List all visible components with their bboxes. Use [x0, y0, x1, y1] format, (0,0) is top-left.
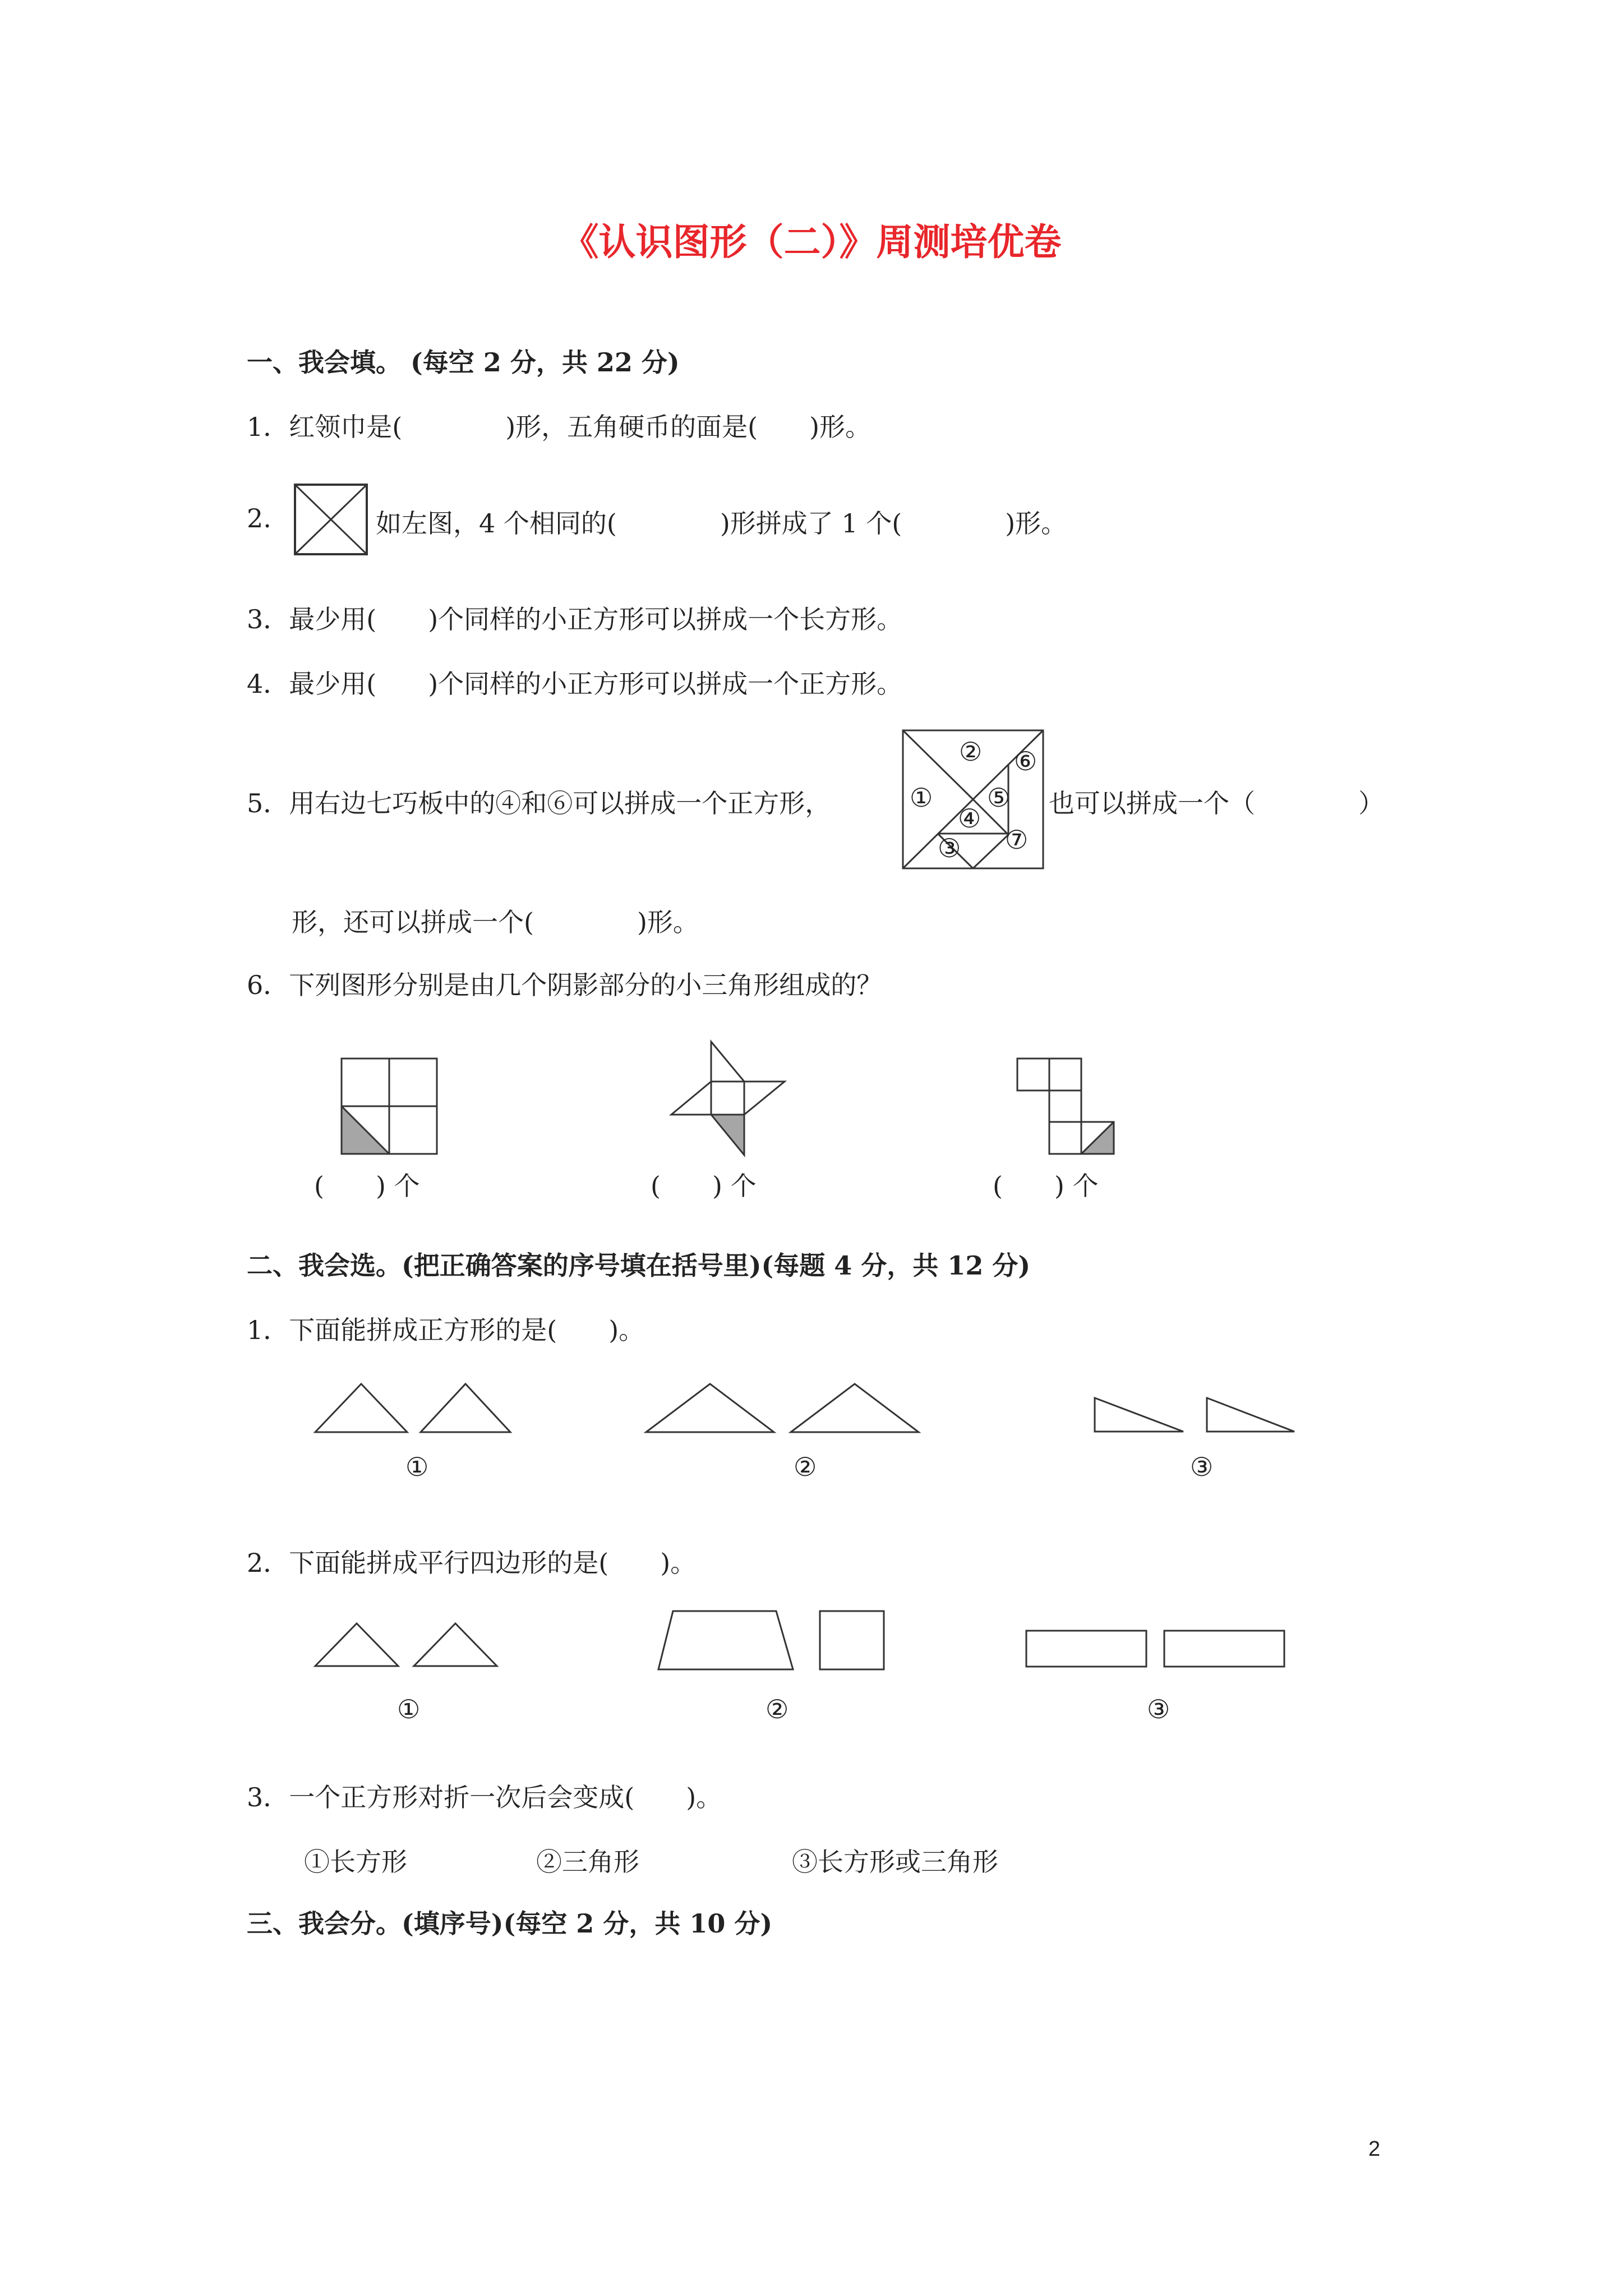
- tangram-label-7: ⑦: [1005, 825, 1029, 855]
- q2-1-option-3-figure: [1094, 1397, 1307, 1434]
- q2-2-option-3-label: ③: [1147, 1694, 1170, 1724]
- page-number: 2: [1368, 2137, 1381, 2161]
- q2-3-option-1: ①长方形: [304, 1847, 407, 1877]
- question-2-1: 1．下面能拼成正方形的是( )。: [247, 1315, 645, 1345]
- q2-1-option-1-label: ①: [405, 1452, 429, 1482]
- q2-3-option-2: ②三角形: [536, 1847, 639, 1877]
- question-1-6: 6．下列图形分别是由几个阴影部分的小三角形组成的？: [247, 970, 883, 1000]
- tangram-label-2: ②: [959, 737, 983, 767]
- grid-shape-figure-1: [340, 1057, 438, 1155]
- q2-2-option-3-figure: [1025, 1630, 1289, 1669]
- q2-2-option-1-label: ①: [397, 1694, 421, 1724]
- tangram-label-3: ③: [938, 833, 961, 863]
- q6-answer-2: ( ) 个: [651, 1171, 757, 1201]
- question-1-5-continued: 形，还可以拼成一个( )形。: [292, 907, 699, 937]
- question-1-4: 4．最少用( )个同样的小正方形可以拼成一个正方形。: [247, 669, 903, 699]
- pinwheel-figure: [670, 1041, 786, 1156]
- q2-1-option-1-figure: [314, 1383, 516, 1434]
- q2-2-option-2-label: ②: [766, 1694, 789, 1724]
- section-2-heading: 二、我会选。(把正确答案的序号填在括号里)(每题 4 分，共 12 分): [247, 1250, 1031, 1281]
- section-1-heading: 一、我会填。 (每空 2 分，共 22 分): [247, 347, 680, 378]
- question-1-1: 1．红领巾是( )形，五角硬币的面是( )形。: [247, 412, 872, 442]
- question-1-5-tail: 也可以拼成一个（ ）: [1049, 788, 1384, 818]
- q2-1-option-2-figure: [645, 1383, 925, 1434]
- question-1-2: 如左图，4 个相同的( )形拼成了 1 个( )形。: [376, 508, 1067, 539]
- q2-1-option-3-label: ③: [1190, 1452, 1214, 1482]
- question-1-3: 3．最少用( )个同样的小正方形可以拼成一个长方形。: [247, 604, 903, 634]
- q6-answer-3: ( ) 个: [993, 1171, 1099, 1201]
- tangram-label-1: ①: [910, 783, 933, 813]
- q2-2-option-1-figure: [314, 1622, 505, 1668]
- page-title: 《认识图形（二）》周测培优卷: [561, 220, 1062, 264]
- q6-answer-1: ( ) 个: [314, 1171, 420, 1201]
- q2-2-option-2-figure: [656, 1609, 892, 1672]
- section-3-heading: 三、我会分。(填序号)(每空 2 分，共 10 分): [247, 1908, 773, 1939]
- q2-3-option-3: ③长方形或三角形: [792, 1847, 998, 1877]
- question-2-2: 2．下面能拼成平行四边形的是( )。: [247, 1548, 697, 1578]
- q2-1-option-2-label: ②: [794, 1452, 817, 1482]
- stair-shape-figure: [1016, 1057, 1115, 1155]
- question-1-2-number: 2.: [247, 503, 271, 533]
- question-2-3: 3．一个正方形对折一次后会变成( )。: [247, 1782, 722, 1812]
- tangram-label-6: ⑥: [1014, 746, 1038, 776]
- tangram-label-5: ⑤: [987, 783, 1011, 813]
- tangram-label-4: ④: [958, 803, 981, 834]
- square-x-figure: [294, 484, 368, 555]
- question-1-5: 5．用右边七巧板中的④和⑥可以拼成一个正方形，: [247, 788, 831, 818]
